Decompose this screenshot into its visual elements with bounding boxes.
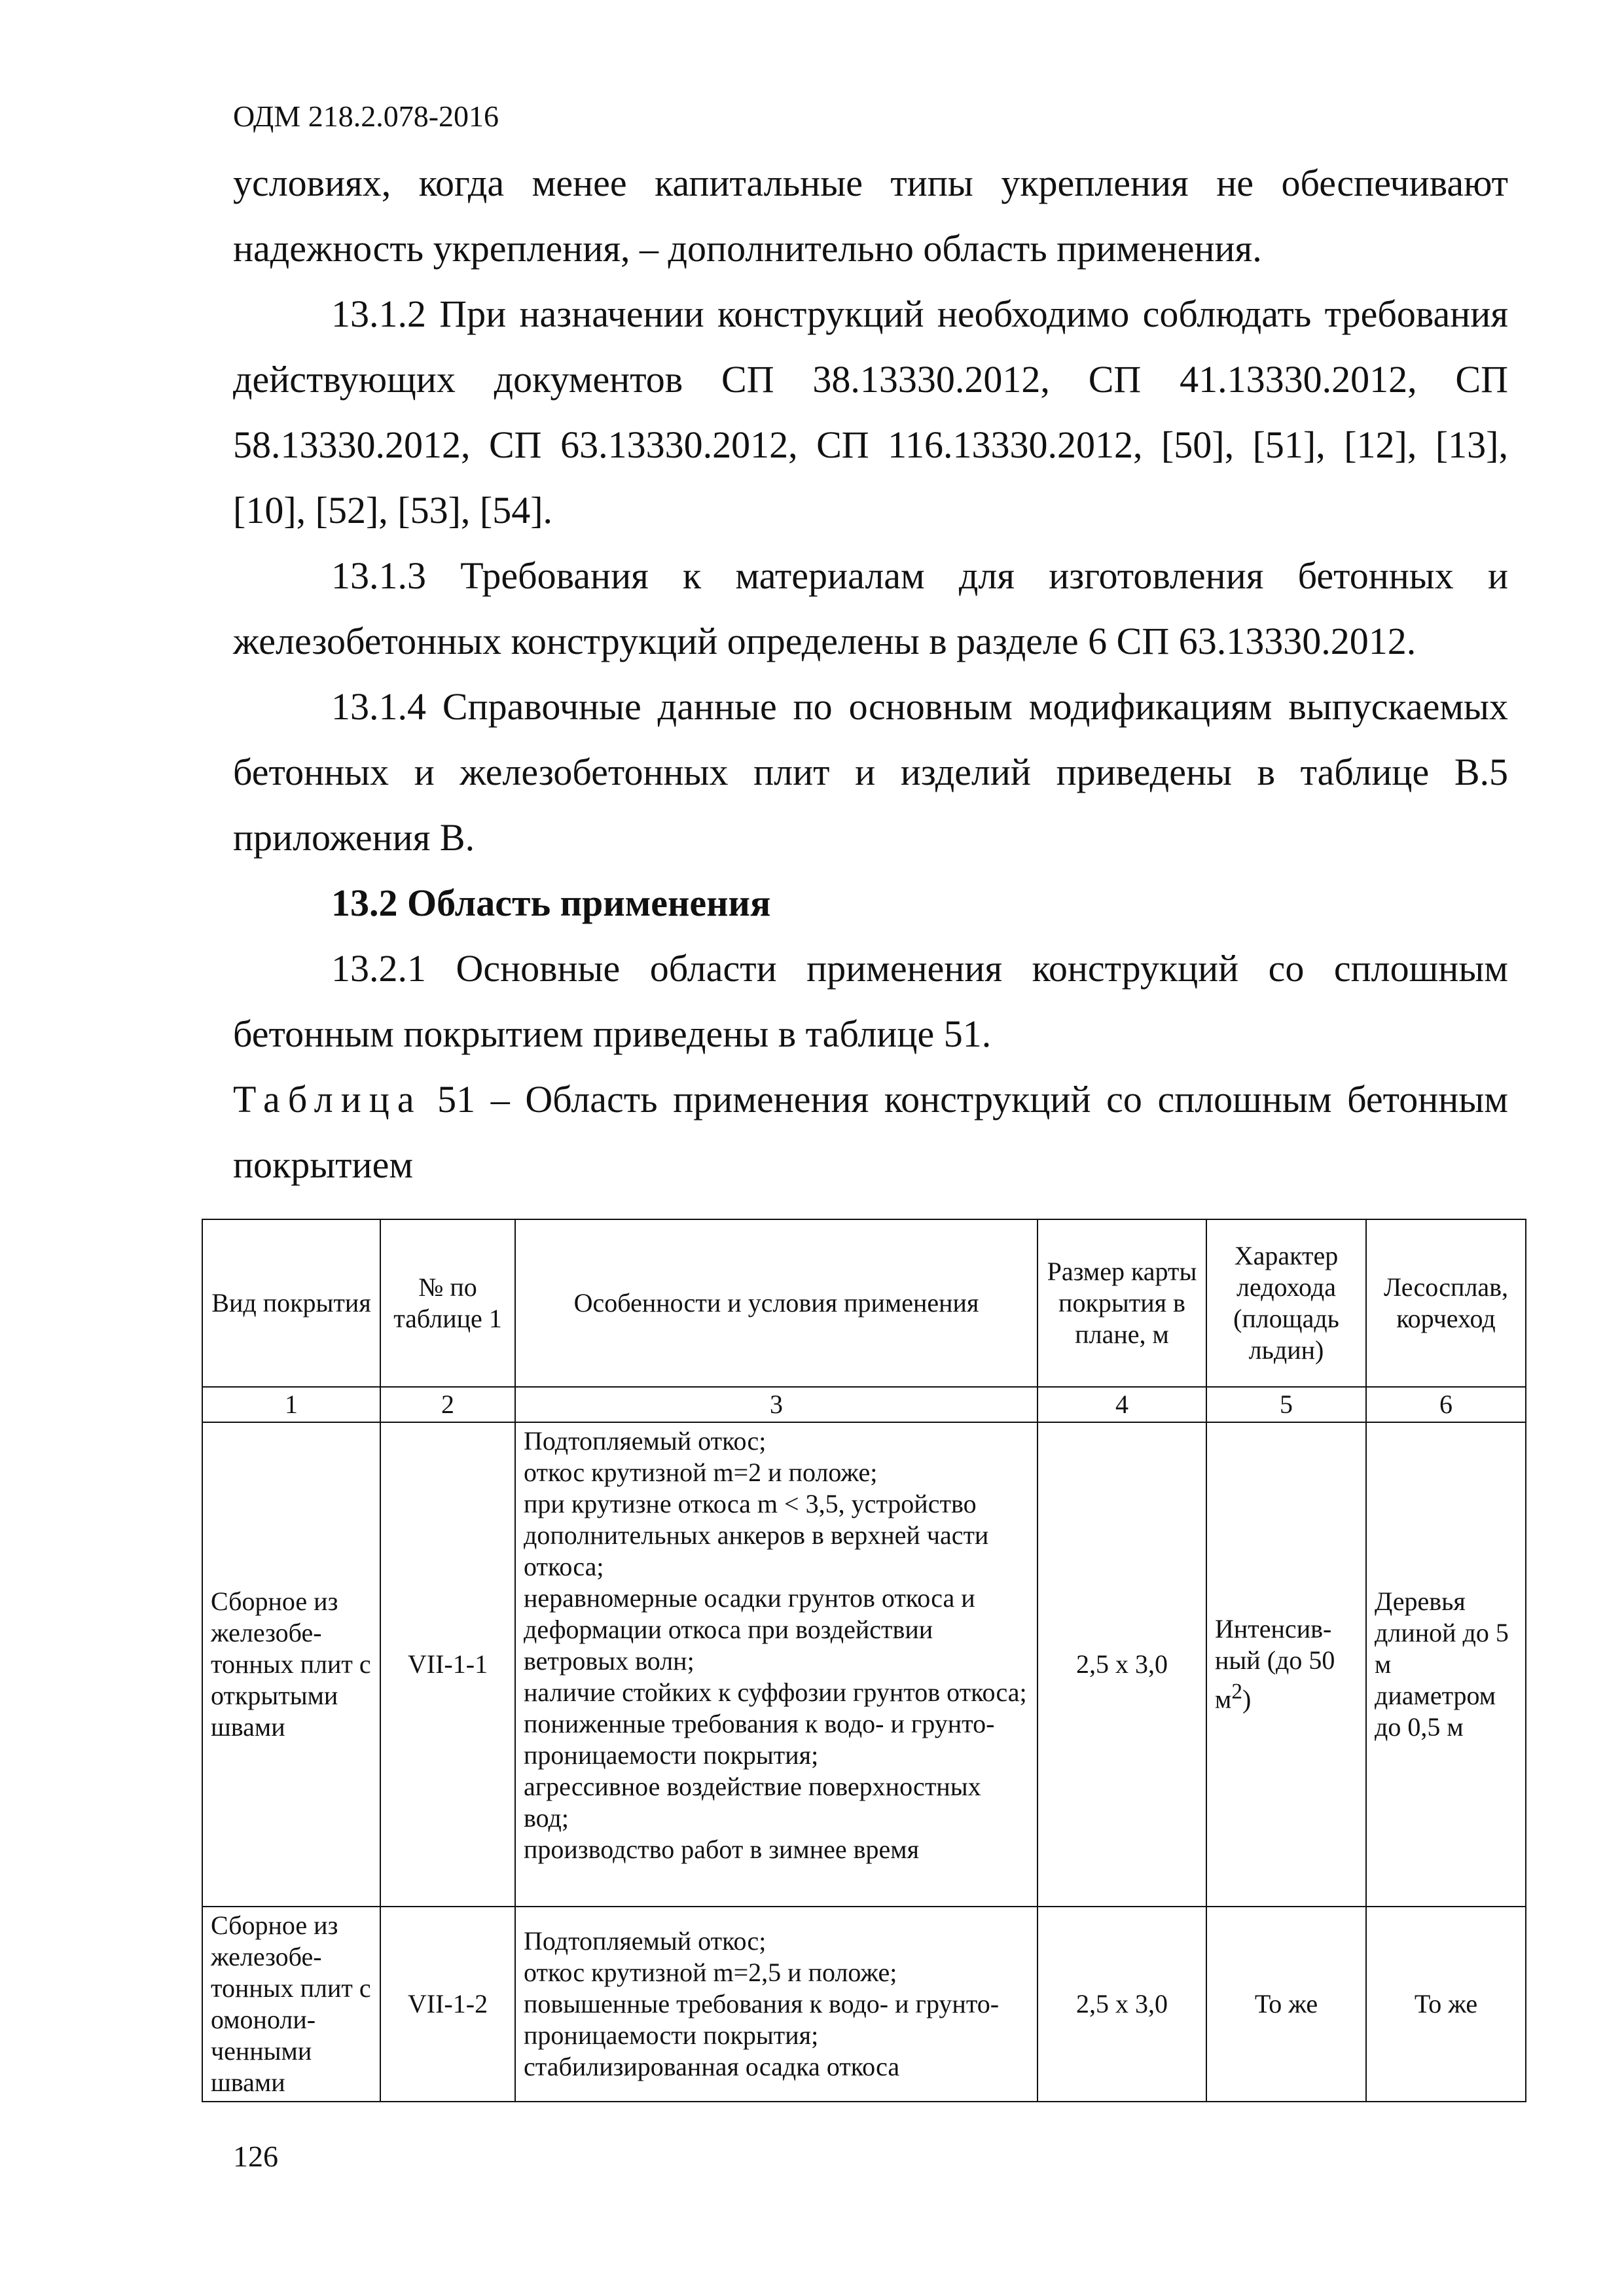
paragraph-13-1-4: 13.1.4 Справочные данные по основным модификациям выпускаемых бетонных и железобетонных плит и изделий приведены в таблице В.5 приложения В. [233,685,1508,859]
paragraph-continuation: условиях, когда менее капитальные типы укрепления не обеспечивают надежность укрепления, – дополнительно область применения. [233,162,1508,270]
paragraph-13-2-1: 13.2.1 Основные области применения конструкций со сплошным бетонным покрытием приведены в таблице 51. [233,947,1508,1055]
table-row [202,1907,1526,2102]
column-number: 1 [202,1387,380,1422]
ice-drift-text: Интенсив-ный (до 50 м [1215,1614,1335,1714]
application-table [202,1219,1526,2102]
table-header-row [202,1219,1526,1387]
cell-timber-rafting: Деревья длиной до 5 м диаметром до 0,5 м [1366,1422,1526,1907]
column-number: 3 [515,1387,1038,1422]
table-caption-text: 51 – Область применения конструкций со сплошным бетонным покрытием [233,1078,1508,1186]
cell-cover-type: Сборное из железобе-тонных плит с открытыми швами [202,1422,380,1907]
cell-ice-drift [1206,1422,1366,1907]
header-table-ref: № по таблице 1 [380,1219,515,1387]
header-map-size: Размер карты покрытия в плане, м [1038,1219,1206,1387]
column-number: 4 [1038,1387,1206,1422]
table-caption [233,1067,1508,1198]
cell-conditions: Подтопляемый откос; откос крутизной m=2 и положе; при крутизне откоса m < 3,5, устройство дополнительных анкеров в верхней части откоса; неравномерные осадки грунтов откоса и деформации откоса при воздействии ветровых волн; наличие стойких к суффозии грунтов откоса; пониженные требования к водо- и грунто- проницаемости покрытия; агрессивное воздействие поверхностных вод; производство работ в зимнее время [515,1422,1038,1907]
header-timber-rafting: Лесосплав, корчеход [1366,1219,1526,1387]
paragraph-13-1-2: 13.1.2 При назначении конструкций необходимо соблюдать требования действующих документов СП 38.13330.2012, СП 41.13330.2012, СП 58.13330.2012, СП 63.13330.2012, СП 116.13330.2012, [50], [51], [12], [13], [10], [52], [53], [54]. [233,293,1508,531]
ice-drift-superscript: 2 [1231,1679,1242,1704]
cell-timber-rafting: То же [1366,1907,1526,2102]
cell-table-ref: VII-1-1 [380,1422,515,1907]
cell-conditions: Подтопляемый откос; откос крутизной m=2,5 и положе; повышенные требования к водо- и грунто- проницаемости покрытия; стабилизированная осадка откоса [515,1907,1038,2102]
header-cover-type: Вид покрытия [202,1219,380,1387]
header-conditions: Особенности и условия применения [515,1219,1038,1387]
header-ice-drift: Характер ледохода (площадь льдин) [1206,1219,1366,1387]
column-number: 6 [1366,1387,1526,1422]
table-row [202,1422,1526,1907]
ice-drift-close: ) [1242,1684,1252,1714]
table-51 [202,1219,1525,2102]
table-caption-label: Таблица [233,1078,422,1121]
cell-table-ref: VII-1-2 [380,1907,515,2102]
cell-map-size: 2,5 х 3,0 [1038,1907,1206,2102]
body-text [233,151,1508,1198]
cell-cover-type: Сборное из железобе-тонных плит с омоноли-ченными швами [202,1907,380,2102]
cell-ice-drift: То же [1206,1907,1366,2102]
section-heading: 13.2 Область применения [331,882,771,924]
cell-map-size: 2,5 х 3,0 [1038,1422,1206,1907]
table-column-numbers-row [202,1387,1526,1422]
paragraph-13-1-3: 13.1.3 Требования к материалам для изготовления бетонных и железобетонных конструкций определены в разделе 6 СП 63.13330.2012. [233,554,1508,662]
column-number: 5 [1206,1387,1366,1422]
document-code: ОДМ 218.2.078-2016 [233,99,499,133]
column-number: 2 [380,1387,515,1422]
page-number: 126 [233,2140,278,2173]
